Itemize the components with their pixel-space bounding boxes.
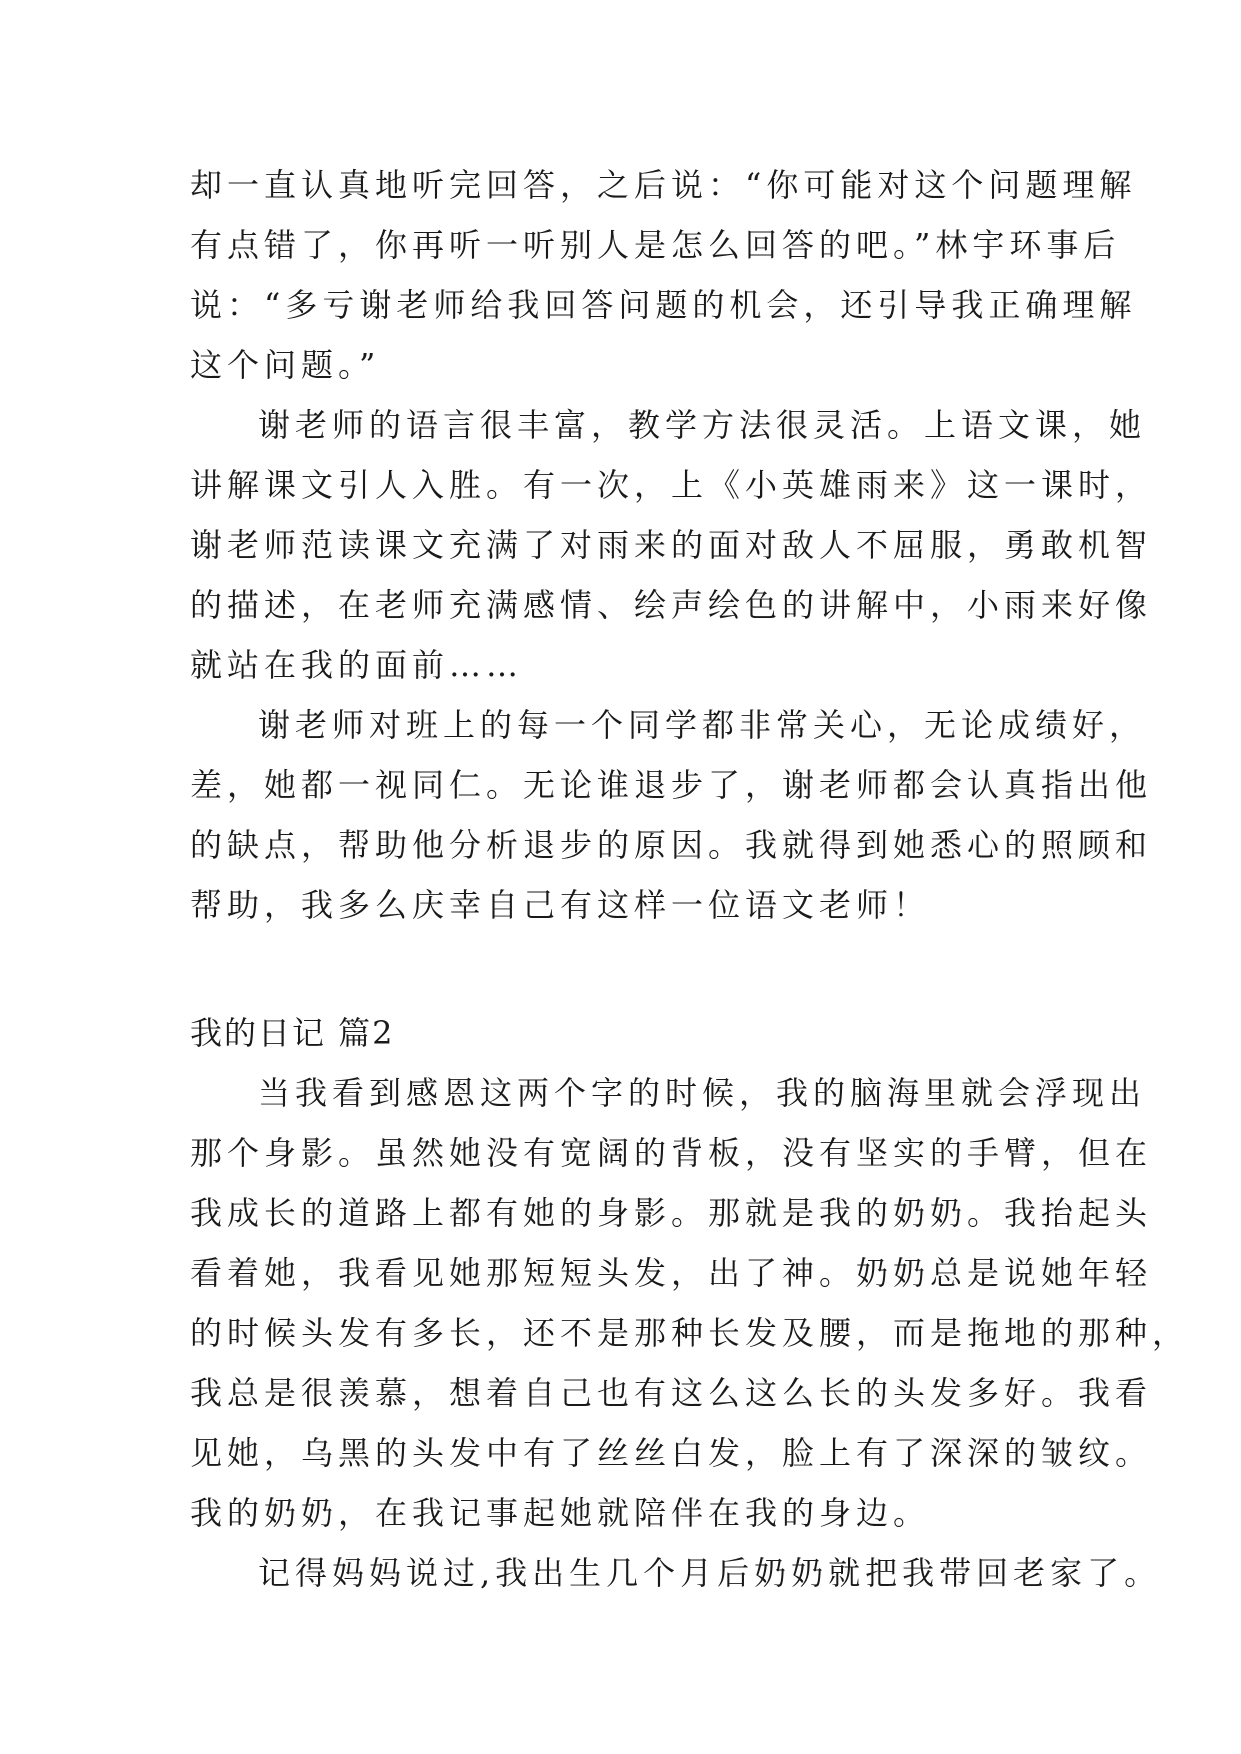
text-line: 看着她，我看见她那短短头发，出了神。奶奶总是说她年轻: [190, 1254, 1153, 1292]
paragraph-first-line: 记得妈妈说过,我出生几个月后奶奶就把我带回老家了。: [258, 1554, 1162, 1592]
text-line: 这个问题。”: [190, 346, 381, 384]
text-line: 我的奶奶，在我记事起她就陪伴在我的身边。: [190, 1494, 931, 1532]
text-line: 见她，乌黑的头发中有了丝丝白发，脸上有了深深的皱纹。: [190, 1434, 1153, 1472]
text-line: 谢老师范读课文充满了对雨来的面对敌人不屈服，勇敢机智: [190, 526, 1153, 564]
text-line: 那个身影。虽然她没有宽阔的背板，没有坚实的手臂，但在: [190, 1134, 1153, 1172]
text-line: 却一直认真地听完回答，之后说：“你可能对这个问题理解: [190, 166, 1137, 204]
section-heading: 我的日记 篇2: [190, 1014, 395, 1052]
text-line: 差，她都一视同仁。无论谁退步了，谢老师都会认真指出他: [190, 766, 1153, 804]
paragraph-first-line: 谢老师对班上的每一个同学都非常关心，无论成绩好，: [258, 706, 1147, 744]
text-line: 的时候头发有多长，还不是那种长发及腰，而是拖地的那种，: [190, 1314, 1190, 1352]
paragraph-first-line: 谢老师的语言很丰富，教学方法很灵活。上语文课，她: [258, 406, 1147, 444]
text-line: 的描述，在老师充满感情、绘声绘色的讲解中，小雨来好像: [190, 586, 1153, 624]
text-line: 的缺点，帮助他分析退步的原因。我就得到她悉心的照顾和: [190, 826, 1153, 864]
text-line: 就站在我的面前……: [190, 646, 524, 684]
document-page: [190, 155, 1190, 1603]
section-spacer: [190, 935, 1070, 1003]
text-line: 我总是很羡慕，想着自己也有这么这么长的头发多好。我看: [190, 1374, 1153, 1412]
text-line: 帮助，我多么庆幸自己有这样一位语文老师！: [190, 886, 931, 924]
text-line: 说：“多亏谢老师给我回答问题的机会，还引导我正确理解: [190, 286, 1137, 324]
text-line: 我成长的道路上都有她的身影。那就是我的奶奶。我抬起头: [190, 1194, 1153, 1232]
text-line: 讲解课文引人入胜。有一次，上《小英雄雨来》这一课时，: [190, 466, 1153, 504]
text-line: 有点错了，你再听一听别人是怎么回答的吧。”林宇环事后: [190, 226, 1121, 264]
paragraph-first-line: 当我看到感恩这两个字的时候，我的脑海里就会浮现出: [258, 1074, 1147, 1112]
